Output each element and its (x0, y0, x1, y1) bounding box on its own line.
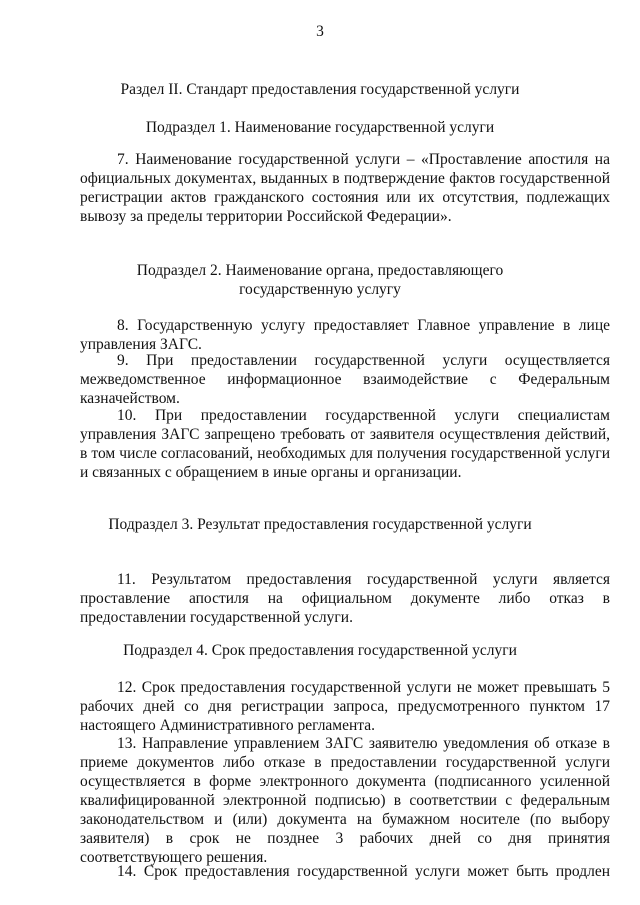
paragraph-8: 8. Государственную услугу предоставляет Главное управление в лице управления ЗАГС. (80, 317, 610, 353)
paragraph-14: 14. Срок предоставления государственной услуги может быть продлен (117, 863, 610, 880)
subsection-3-title: Подраздел 3. Результат предоставления государственной услуги (108, 516, 532, 533)
paragraph-12: 12. Срок предоставления государственной услуги не может превышать 5 рабочих дней со дня регистрации запроса, предусмотренного пунктом 17 настоящего Административного регламента. (80, 679, 610, 734)
paragraph-10: 10. При предоставлении государственной услуги специалистам управления ЗАГС запрещено требовать от заявителя осуществления действий, в том числе согласований, необходимых для получения государственной услуги и связанных с обращением в иные органы и организации. (80, 407, 610, 481)
page-number: 3 (316, 23, 324, 40)
subsection-4-title: Подраздел 4. Срок предоставления государственной услуги (123, 642, 517, 659)
section-title: Раздел II. Стандарт предоставления государственной услуги (120, 81, 520, 98)
paragraph-9: 9. При предоставлении государственной услуги осуществляется межведомственное информационное взаимодействие с Федеральным казначейством. (80, 352, 610, 407)
paragraph-11: 11. Результатом предоставления государственной услуги является проставление апостиля на официальном документе либо отказ в предоставлении государственной услуги. (80, 571, 610, 626)
subsection-1-title: Подраздел 1. Наименование государственной услуги (145, 119, 495, 136)
paragraph-7: 7. Наименование государственной услуги – «Проставление апостиля на официальных документах, выданных в подтверждение фактов государственной регистрации актов гражданского состояния или их отсутствия, подлежащих вывозу за пределы территории Российской Федерации». (80, 151, 610, 225)
paragraph-13: 13. Направление управлением ЗАГС заявителю уведомления об отказе в приеме документов либо отказе в предоставлении государственной услуги осуществляется в форме электронного документа (подписанного усиленной квалифицированной электронной подписью) в соответствии с федеральным законодательством и (или) документа на бумажном носителе (по выбору заявителя) в срок не позднее 3 рабочих дней со дня принятия соответствующего решения. (80, 735, 610, 866)
subsection-2-title: Подраздел 2. Наименование органа, предоставляющего государственную услугу (136, 262, 504, 298)
